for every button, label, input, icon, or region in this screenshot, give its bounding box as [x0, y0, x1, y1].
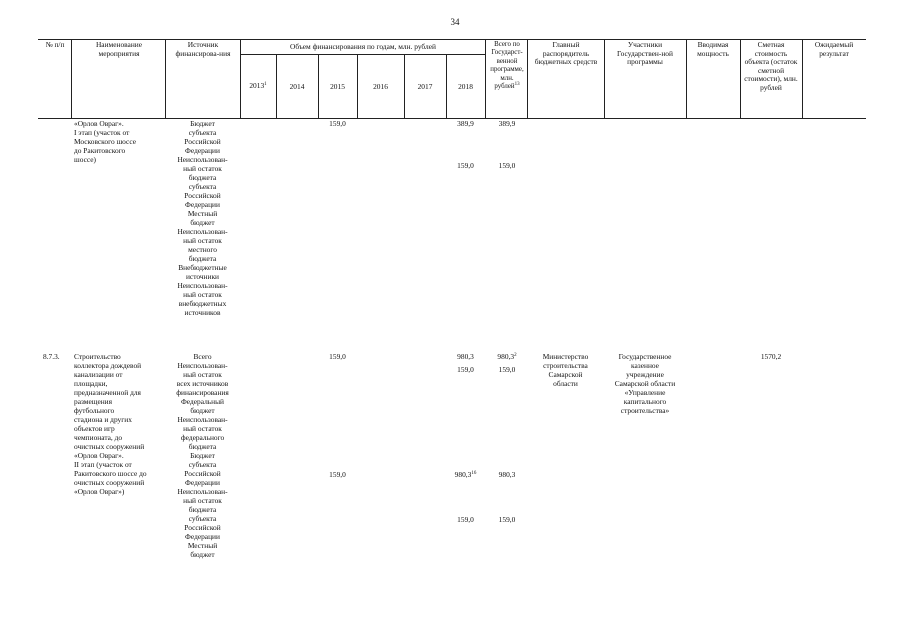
header-no: № п/п — [45, 40, 65, 49]
text-line: финансирования — [176, 388, 229, 397]
text-line: футбольного — [74, 406, 115, 415]
table-top-border — [38, 39, 866, 40]
col-divider — [604, 39, 605, 119]
text-line: бюджета — [188, 254, 217, 263]
block2-manager — [527, 352, 604, 388]
text-line: Федерации — [185, 478, 220, 487]
year-2013-label: 2013 — [249, 81, 265, 90]
header-manager: Главный распорядитель бюджетных средств — [534, 40, 598, 67]
header-name: Наименование мероприятия — [95, 40, 143, 58]
text-line: Местный — [187, 209, 218, 218]
block1-r1-total: 389,9 — [498, 119, 516, 128]
block2-r1-total-value: 980,3 — [497, 352, 515, 361]
col-divider — [71, 39, 72, 119]
text-line: Бюджет — [190, 451, 215, 460]
text-line: «Орлов Овраг». — [74, 119, 124, 128]
header-year-2013 — [240, 82, 276, 91]
text-line: бюджета — [188, 505, 217, 514]
text-line: чемпионата, до — [74, 433, 123, 442]
text-line: местного — [188, 245, 217, 254]
header-year-2017: 2017 — [417, 82, 433, 91]
text-line: субъекта — [188, 514, 217, 523]
col-divider — [802, 39, 803, 119]
text-line: Неиспользован- — [177, 227, 228, 236]
block2-r2-2018: 159,0 — [457, 365, 474, 374]
text-line: Российской — [184, 469, 221, 478]
text-line: казенное — [631, 361, 659, 370]
text-line: Местный — [187, 541, 218, 550]
text-line: шоссе) — [74, 155, 96, 164]
text-line: Неиспользован- — [177, 415, 228, 424]
text-line: «Орлов Овраг». — [74, 451, 124, 460]
text-line: Внебюджетные — [178, 263, 227, 272]
text-line: канализации от — [74, 370, 123, 379]
text-line: ный остаток — [183, 424, 222, 433]
text-line: бюджета — [188, 442, 217, 451]
text-line: ный остаток — [183, 496, 222, 505]
text-line: «Орлов Овраг») — [74, 487, 125, 496]
header-year-2014: 2014 — [289, 82, 305, 91]
text-line: источники — [185, 272, 220, 281]
year-2013-footnote: 1 — [264, 82, 267, 87]
text-line: предназначенной для — [74, 388, 141, 397]
text-line: строительства — [543, 361, 588, 370]
header-source: Источник финансирова-ния — [175, 40, 231, 58]
header-capacity: Вводимая мощность — [697, 40, 729, 58]
text-line: строительства» — [620, 406, 670, 415]
header-total-label: Всего по Государст-венной программе, млн. рублей — [490, 41, 524, 91]
text-line: Российской — [184, 137, 221, 146]
block1-r2-2018: 159,0 — [457, 161, 474, 170]
col-divider — [527, 39, 528, 119]
col-divider — [740, 39, 741, 119]
text-line: до Ракитовского — [74, 146, 126, 155]
block1-r1-2015: 159,0 — [329, 119, 346, 128]
text-line: Неиспользован- — [177, 487, 228, 496]
text-line: области — [553, 379, 578, 388]
block2-r4-total: 159,0 — [498, 515, 516, 524]
text-line: Московского шоссе — [74, 137, 136, 146]
text-line: Федеральный — [180, 397, 225, 406]
block2-cost: 1570,2 — [760, 352, 782, 361]
block2-r2-total: 159,0 — [498, 365, 516, 374]
block2-r1-2018: 980,3 — [457, 352, 474, 361]
header-total — [487, 41, 527, 91]
col-divider — [165, 39, 166, 119]
text-line: бюджета — [188, 173, 217, 182]
block2-r3-2018 — [446, 470, 485, 479]
text-line: коллектора дождевой — [74, 361, 142, 370]
header-volume: Объем финансирования по годам, млн. рублей — [290, 42, 436, 51]
header-year-2018: 2018 — [458, 82, 473, 91]
text-line: Бюджет — [190, 119, 215, 128]
header-year-2016: 2016 — [373, 82, 388, 91]
block2-r3-2018-value: 980,3 — [454, 470, 472, 479]
page-number: 34 — [450, 17, 460, 27]
text-line: всех источников — [176, 379, 229, 388]
text-line: внебюджетных — [178, 299, 227, 308]
header-participants: Участники Государствен-ной программы — [617, 40, 673, 67]
text-line: I этап (участок от — [74, 128, 130, 137]
text-line: Ракитовского шоссе до — [74, 469, 147, 478]
text-line: Федерации — [185, 200, 220, 209]
text-line: Самарской области — [614, 379, 676, 388]
text-line: Федерации — [185, 532, 220, 541]
block2-r1-total — [487, 352, 527, 361]
text-line: «Управление — [624, 388, 666, 397]
text-line: объектов игр — [74, 424, 115, 433]
text-line: Неиспользован- — [177, 281, 228, 290]
text-line: очистных сооружений — [74, 442, 145, 451]
block2-sources — [165, 352, 240, 559]
text-line: источников — [184, 308, 221, 317]
block1-sources — [165, 119, 240, 317]
text-line: стадиона и других — [74, 415, 132, 424]
block2-r3-2018-footnote: 16 — [471, 471, 477, 476]
block2-number: 8.7.3. — [43, 352, 60, 361]
text-line: размещения — [74, 397, 113, 406]
block2-name — [74, 352, 147, 496]
text-line: Строительство — [74, 352, 121, 361]
block2-participants — [604, 352, 686, 415]
block2-r3-2015: 159,0 — [329, 470, 346, 479]
text-line: субъекта — [188, 182, 217, 191]
text-line: Российской — [184, 191, 221, 200]
text-line: очистных сооружений — [74, 478, 145, 487]
text-line: капитального — [623, 397, 667, 406]
text-line: субъекта — [188, 460, 217, 469]
col-divider — [686, 39, 687, 119]
text-line: Самарской — [548, 370, 583, 379]
block2-r3-total: 980,3 — [498, 470, 516, 479]
header-result: Ожидаемый результат — [814, 40, 854, 58]
text-line: Российской — [184, 523, 221, 532]
block1-r1-2018: 389,9 — [457, 119, 474, 128]
text-line: ный остаток — [183, 370, 222, 379]
text-line: Неиспользован- — [177, 155, 228, 164]
text-line: Федерации — [185, 146, 220, 155]
text-line: бюджет — [190, 550, 215, 559]
text-line: субъекта — [188, 128, 217, 137]
text-line: ный остаток — [183, 164, 222, 173]
text-line: Министерство — [542, 352, 589, 361]
block2-r4-2018: 159,0 — [457, 515, 474, 524]
header-cost: Сметная стоимость объекта (остаток сметной стоимости), млн. рублей — [744, 40, 798, 92]
block2-r1-2015: 159,0 — [329, 352, 346, 361]
text-line: Государственное — [618, 352, 672, 361]
text-line: Всего — [193, 352, 212, 361]
text-line: ный остаток — [183, 290, 222, 299]
header-total-footnote: 13 — [514, 82, 520, 88]
block1-name — [74, 119, 136, 164]
text-line: площадки, — [74, 379, 108, 388]
text-line: II этап (участок от — [74, 460, 132, 469]
text-line: бюджет — [190, 218, 215, 227]
text-line: ный остаток — [183, 236, 222, 245]
text-line: учреждение — [626, 370, 664, 379]
header-year-2015: 2015 — [330, 82, 345, 91]
block2-r1-total-footnote: 2 — [514, 353, 517, 358]
text-line: федерального — [180, 433, 225, 442]
text-line: Неиспользован- — [177, 361, 228, 370]
text-line: бюджет — [190, 406, 215, 415]
block1-r2-total: 159,0 — [498, 161, 516, 170]
